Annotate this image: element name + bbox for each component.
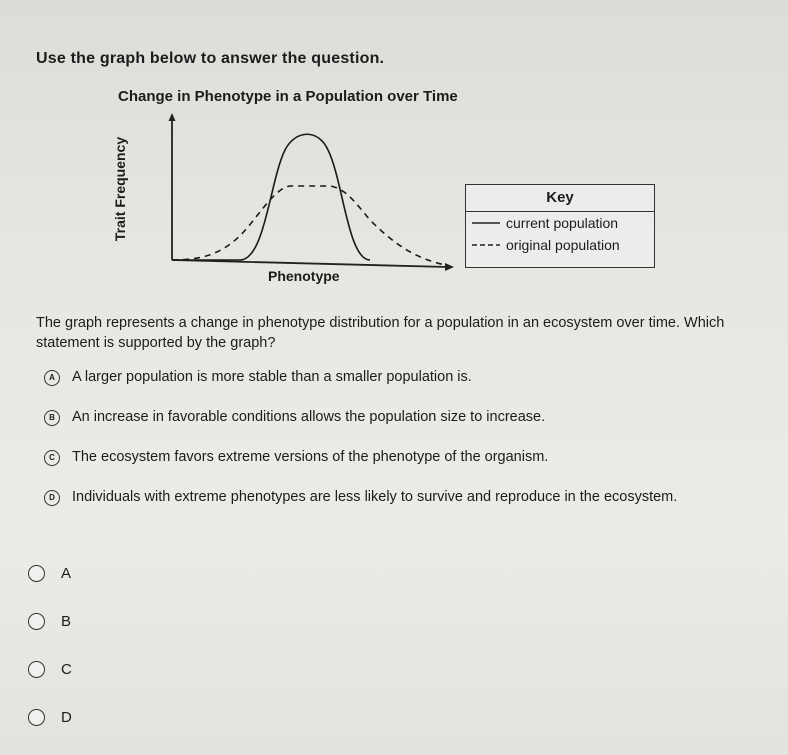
statement-d-text: Individuals with extreme phenotypes are less likely to survive and reproduce in the ecosystem. [72, 489, 678, 505]
circled-b-icon: B [44, 410, 60, 426]
statement-b [44, 407, 714, 427]
answer-choice-b[interactable] [28, 613, 71, 630]
answer-choice-d[interactable] [28, 709, 72, 726]
radio-button-c[interactable] [28, 661, 45, 678]
circled-c-icon: C [44, 450, 60, 466]
x-axis [172, 260, 448, 267]
instruction-text: Use the graph below to answer the question. [36, 50, 385, 67]
y-axis-label: Trait Frequency [112, 136, 128, 242]
radio-button-a[interactable] [28, 565, 45, 582]
key-title: Key [466, 185, 654, 212]
statement-a-text: A larger population is more stable than a smaller population is. [72, 369, 472, 385]
y-axis-arrow [169, 113, 176, 121]
original-population-curve [172, 186, 445, 265]
question-text: The graph represents a change in phenotype distribution for a population in an ecosystem over time. Which statement is supported by the graph? [36, 315, 725, 351]
answer-choice-a[interactable] [28, 565, 71, 582]
key-row-current [466, 212, 654, 234]
answer-choice-d-label[interactable]: D [61, 709, 72, 726]
current-population-curve [172, 134, 370, 260]
solid-line-icon [472, 218, 500, 228]
graph-key [465, 184, 655, 268]
statement-d [44, 487, 724, 507]
answer-choice-a-label[interactable]: A [61, 565, 72, 582]
radio-button-b[interactable] [28, 613, 45, 630]
key-original-label: original population [506, 237, 620, 253]
answer-choice-b-label[interactable]: B [61, 613, 72, 630]
statement-c-text: The ecosystem favors extreme versions of the phenotype of the organism. [72, 449, 549, 465]
x-axis-arrow [445, 263, 454, 271]
answer-choice-c[interactable] [28, 661, 72, 678]
x-axis-label: Phenotype [268, 268, 340, 284]
circled-a-icon: A [44, 370, 60, 386]
graph-title: Change in Phenotype in a Population over Time [118, 88, 458, 105]
circled-d-icon: D [44, 490, 60, 506]
answer-choice-c-label[interactable]: C [61, 661, 72, 678]
statement-a [44, 367, 714, 387]
statement-c [44, 447, 714, 467]
statement-b-text: An increase in favorable conditions allows the population size to increase. [72, 409, 546, 425]
key-current-label: current population [506, 215, 619, 231]
dashed-line-icon [472, 240, 500, 250]
key-row-original [466, 234, 654, 256]
radio-button-d[interactable] [28, 709, 45, 726]
